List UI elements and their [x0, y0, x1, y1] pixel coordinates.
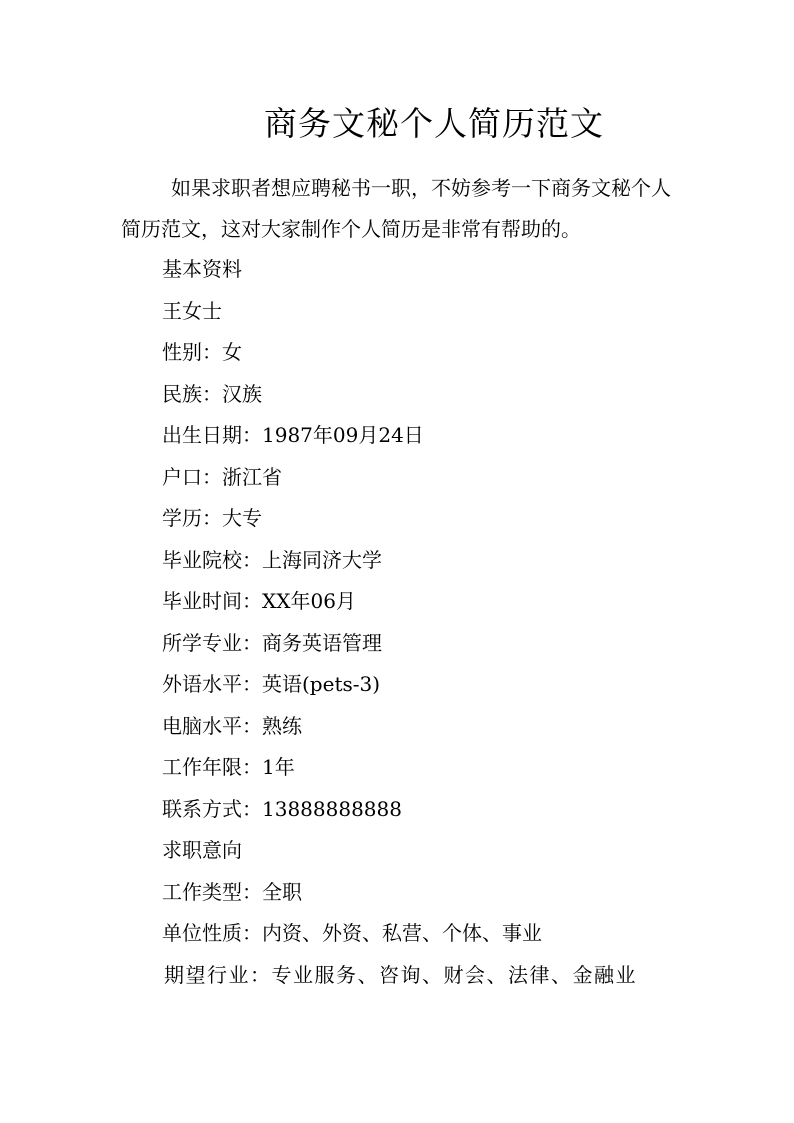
field-major: 所学专业：商务英语管理	[162, 630, 382, 655]
field-birth-date: 出生日期：1987年09月24日	[162, 423, 424, 447]
field-contact: 联系方式：13888888888	[162, 796, 402, 821]
field-education: 学历：大专	[162, 506, 262, 530]
field-gender: 性别：女	[162, 340, 242, 364]
document-title: 商务文秘个人简历范文	[264, 104, 604, 143]
field-graduation-time: 毕业时间：XX年06月	[162, 589, 356, 613]
field-ethnicity: 民族：汉族	[162, 381, 262, 406]
intro-paragraph: 如果求职者想应聘秘书一职，不妨参考一下商务文秘个人简历范文，这对大家制作个人简历是非常有帮助的。	[121, 176, 671, 241]
field-job-type: 工作类型：全职	[162, 879, 302, 904]
field-work-years: 工作年限：1年	[162, 755, 295, 779]
field-computer-level: 电脑水平：熟练	[162, 713, 302, 738]
section-heading-job-intention: 求职意向	[162, 838, 242, 862]
field-desired-industry: 期望行业：专业服务、咨询、财会、法律、金融业	[164, 962, 637, 987]
field-school: 毕业院校：上海同济大学	[162, 547, 382, 572]
field-household: 户口：浙江省	[162, 464, 282, 489]
resume-fields	[162, 249, 722, 996]
field-company-type: 单位性质：内资、外资、私营、个体、事业	[162, 921, 542, 945]
field-name: 王女士	[162, 298, 222, 323]
section-heading-basic-info: 基本资料	[162, 257, 242, 281]
field-language-level: 外语水平：英语(pets-3)	[162, 672, 381, 696]
